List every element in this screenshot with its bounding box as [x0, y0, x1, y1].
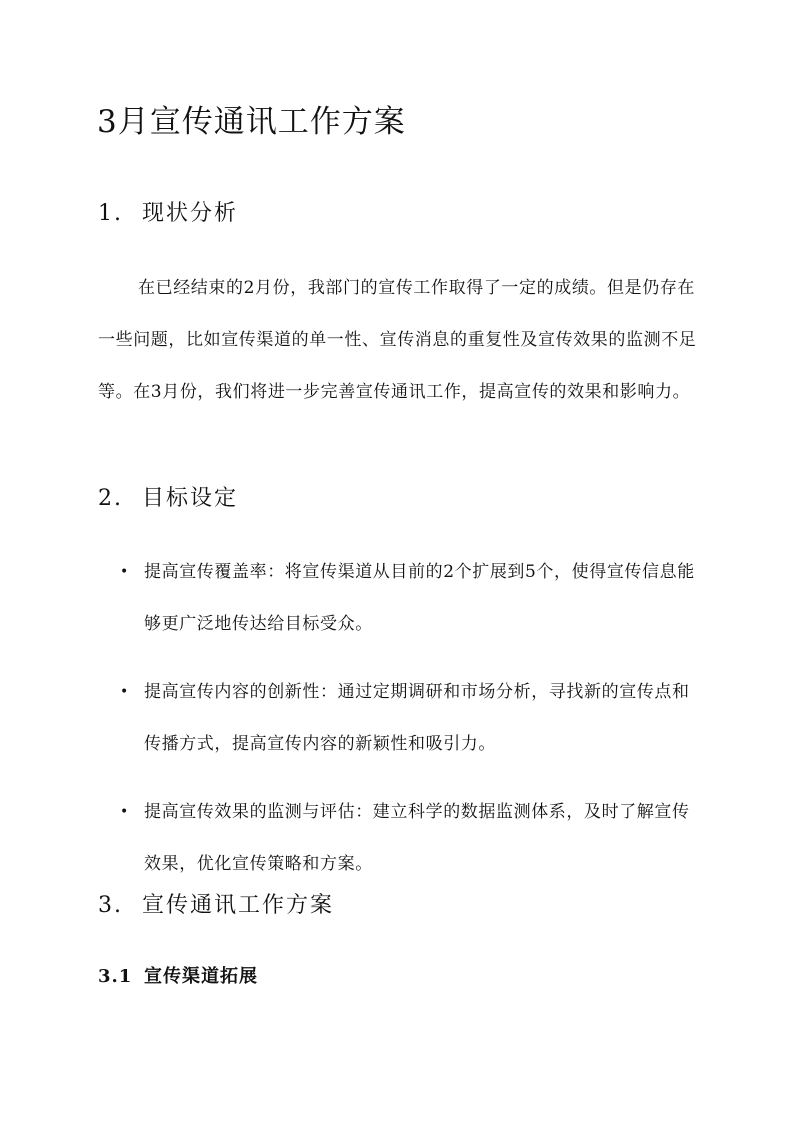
list-item	[98, 666, 703, 770]
list-item	[98, 546, 703, 650]
section-heading-plan	[98, 888, 334, 919]
section-title: 现状分析	[142, 201, 239, 226]
list-item-text: 提高宣传效果的监测与评估：建立科学的数据监测体系，及时了解宣传效果，优化宣传策略和方案。	[144, 802, 690, 874]
subsection-title: 宣传渠道拓展	[144, 966, 258, 987]
analysis-paragraph: 在已经结束的2月份，我部门的宣传工作取得了一定的成绩。但是仍存在一些问题，比如宣传渠道的单一性、宣传消息的重复性及宣传效果的监测不足等。在3月份，我们将进一步完善宣传通讯工作，提高宣传的效果和影响力。	[98, 278, 697, 402]
document-title: 3月宣传通讯工作方案	[97, 104, 406, 140]
section-number: 2.	[98, 486, 123, 511]
section-number: 3.	[98, 893, 123, 918]
bullet-icon: •	[120, 684, 129, 700]
bullet-icon: •	[120, 564, 129, 580]
section-heading-goals	[98, 481, 238, 512]
goals-list	[98, 546, 703, 906]
section-title: 宣传通讯工作方案	[142, 893, 335, 918]
section-heading-analysis	[98, 196, 238, 227]
subsection-number: 3.1	[98, 966, 133, 987]
bullet-icon: •	[120, 804, 129, 820]
list-item	[98, 786, 703, 890]
subsection-heading-channels	[98, 962, 258, 988]
list-item-text: 提高宣传内容的创新性：通过定期调研和市场分析，寻找新的宣传点和传播方式，提高宣传内容的新颖性和吸引力。	[144, 682, 690, 754]
section-number: 1.	[98, 201, 123, 226]
list-item-text: 提高宣传覆盖率：将宣传渠道从目前的2个扩展到5个，使得宣传信息能够更广泛地传达给目标受众。	[144, 562, 695, 634]
section-title: 目标设定	[142, 486, 239, 511]
